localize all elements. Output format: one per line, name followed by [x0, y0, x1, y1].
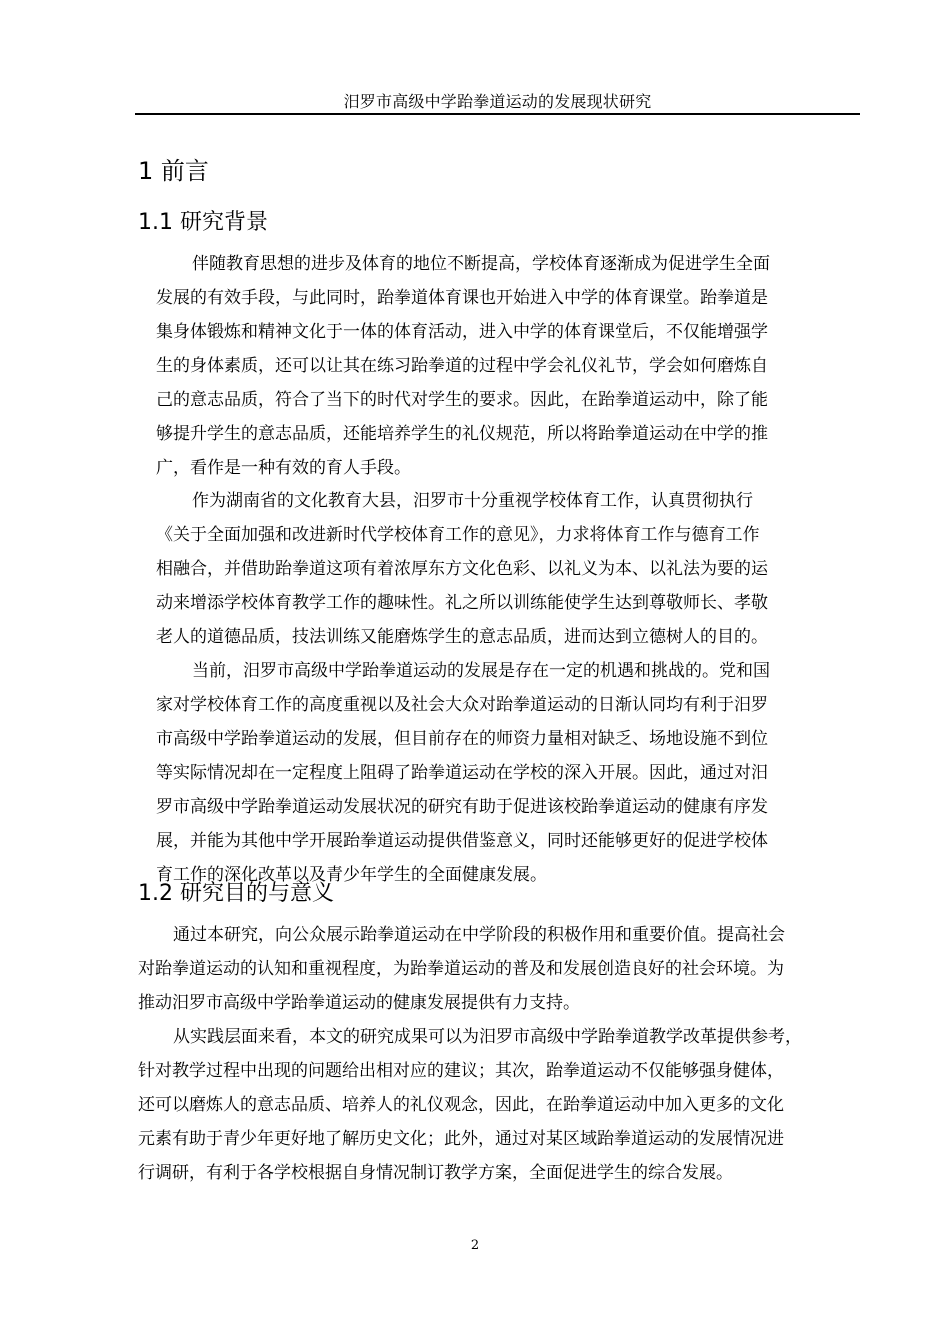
p3-line-7: 育工作的深化改革以及青少年学生的全面健康发展。	[156, 865, 547, 885]
p1-line-1: 伴随教育思想的进步及体育的地位不断提高，学校体育逐渐成为促进学生全面	[192, 254, 770, 274]
p5-line-4: 元素有助于青少年更好地了解历史文化；此外，通过对某区域跆拳道运动的发展情况进	[138, 1129, 784, 1149]
heading-1-foreword: 1 前言	[138, 157, 209, 185]
p3-line-1: 当前，汨罗市高级中学跆拳道运动的发展是存在一定的机遇和挑战的。党和国	[192, 661, 770, 681]
p3-line-6: 展，并能为其他中学开展跆拳道运动提供借鉴意义，同时还能够更好的促进学校体	[156, 831, 768, 851]
p3-line-3: 市高级中学跆拳道运动的发展，但目前存在的师资力量相对缺乏、场地设施不到位	[156, 729, 768, 749]
p1-line-4: 生的身体素质，还可以让其在练习跆拳道的过程中学会礼仪礼节，学会如何磨炼自	[156, 356, 768, 376]
p2-line-5: 老人的道德品质，技法训练又能磨炼学生的意志品质，进而达到立德树人的目的。	[156, 627, 768, 647]
p1-line-7: 广，看作是一种有效的育人手段。	[156, 458, 411, 478]
p2-line-2: 《关于全面加强和改进新时代学校体育工作的意见》，力求将体育工作与德育工作	[156, 525, 760, 545]
p5-line-1: 从实践层面来看，本文的研究成果可以为汨罗市高级中学跆拳道教学改革提供参考，	[173, 1027, 802, 1047]
p3-line-4: 等实际情况却在一定程度上阻碍了跆拳道运动在学校的深入开展。因此，通过对汨	[156, 763, 768, 783]
p2-line-1: 作为湖南省的文化教育大县，汨罗市十分重视学校体育工作，认真贯彻执行	[192, 491, 753, 511]
p4-line-1: 通过本研究，向公众展示跆拳道运动在中学阶段的积极作用和重要价值。提高社会	[173, 925, 785, 945]
p5-line-5: 行调研，有利于各学校根据自身情况制订教学方案，全面促进学生的综合发展。	[138, 1163, 733, 1183]
p2-line-4: 动来增添学校体育教学工作的趣味性。礼之所以训练能使学生达到尊敬师长、孝敬	[156, 593, 768, 613]
p4-line-3: 推动汨罗市高级中学跆拳道运动的健康发展提供有力支持。	[138, 993, 580, 1013]
p4-line-2: 对跆拳道运动的认知和重视程度，为跆拳道运动的普及和发展创造良好的社会环境。为	[138, 959, 784, 979]
p3-line-2: 家对学校体育工作的高度重视以及社会大众对跆拳道运动的日渐认同均有利于汨罗	[156, 695, 768, 715]
p5-line-2: 针对教学过程中出现的问题给出相对应的建议；其次，跆拳道运动不仅能够强身健体，	[138, 1061, 784, 1081]
p1-line-6: 够提升学生的意志品质，还能培养学生的礼仪规范，所以将跆拳道运动在中学的推	[156, 424, 768, 444]
p1-line-5: 己的意志品质，符合了当下的时代对学生的要求。因此，在跆拳道运动中，除了能	[156, 390, 768, 410]
p5-line-3: 还可以磨炼人的意志品质、培养人的礼仪观念，因此，在跆拳道运动中加入更多的文化	[138, 1095, 784, 1115]
p3-line-5: 罗市高级中学跆拳道运动发展状况的研究有助于促进该校跆拳道运动的健康有序发	[156, 797, 768, 817]
running-header: 汨罗市高级中学跆拳道运动的发展现状研究	[343, 92, 652, 111]
page-number: 2	[470, 1238, 480, 1253]
p1-line-3: 集身体锻炼和精神文化于一体的体育活动，进入中学的体育课堂后，不仅能增强学	[156, 322, 768, 342]
heading-1-2-purpose-and-significance: 1.2 研究目的与意义	[138, 881, 334, 906]
p1-line-2: 发展的有效手段，与此同时，跆拳道体育课也开始进入中学的体育课堂。跆拳道是	[156, 288, 768, 308]
p2-line-3: 相融合，并借助跆拳道这项有着浓厚东方文化色彩、以礼义为本、以礼法为要的运	[156, 559, 768, 579]
heading-1-1-research-background: 1.1 研究背景	[138, 210, 268, 235]
header-rule	[135, 113, 860, 115]
